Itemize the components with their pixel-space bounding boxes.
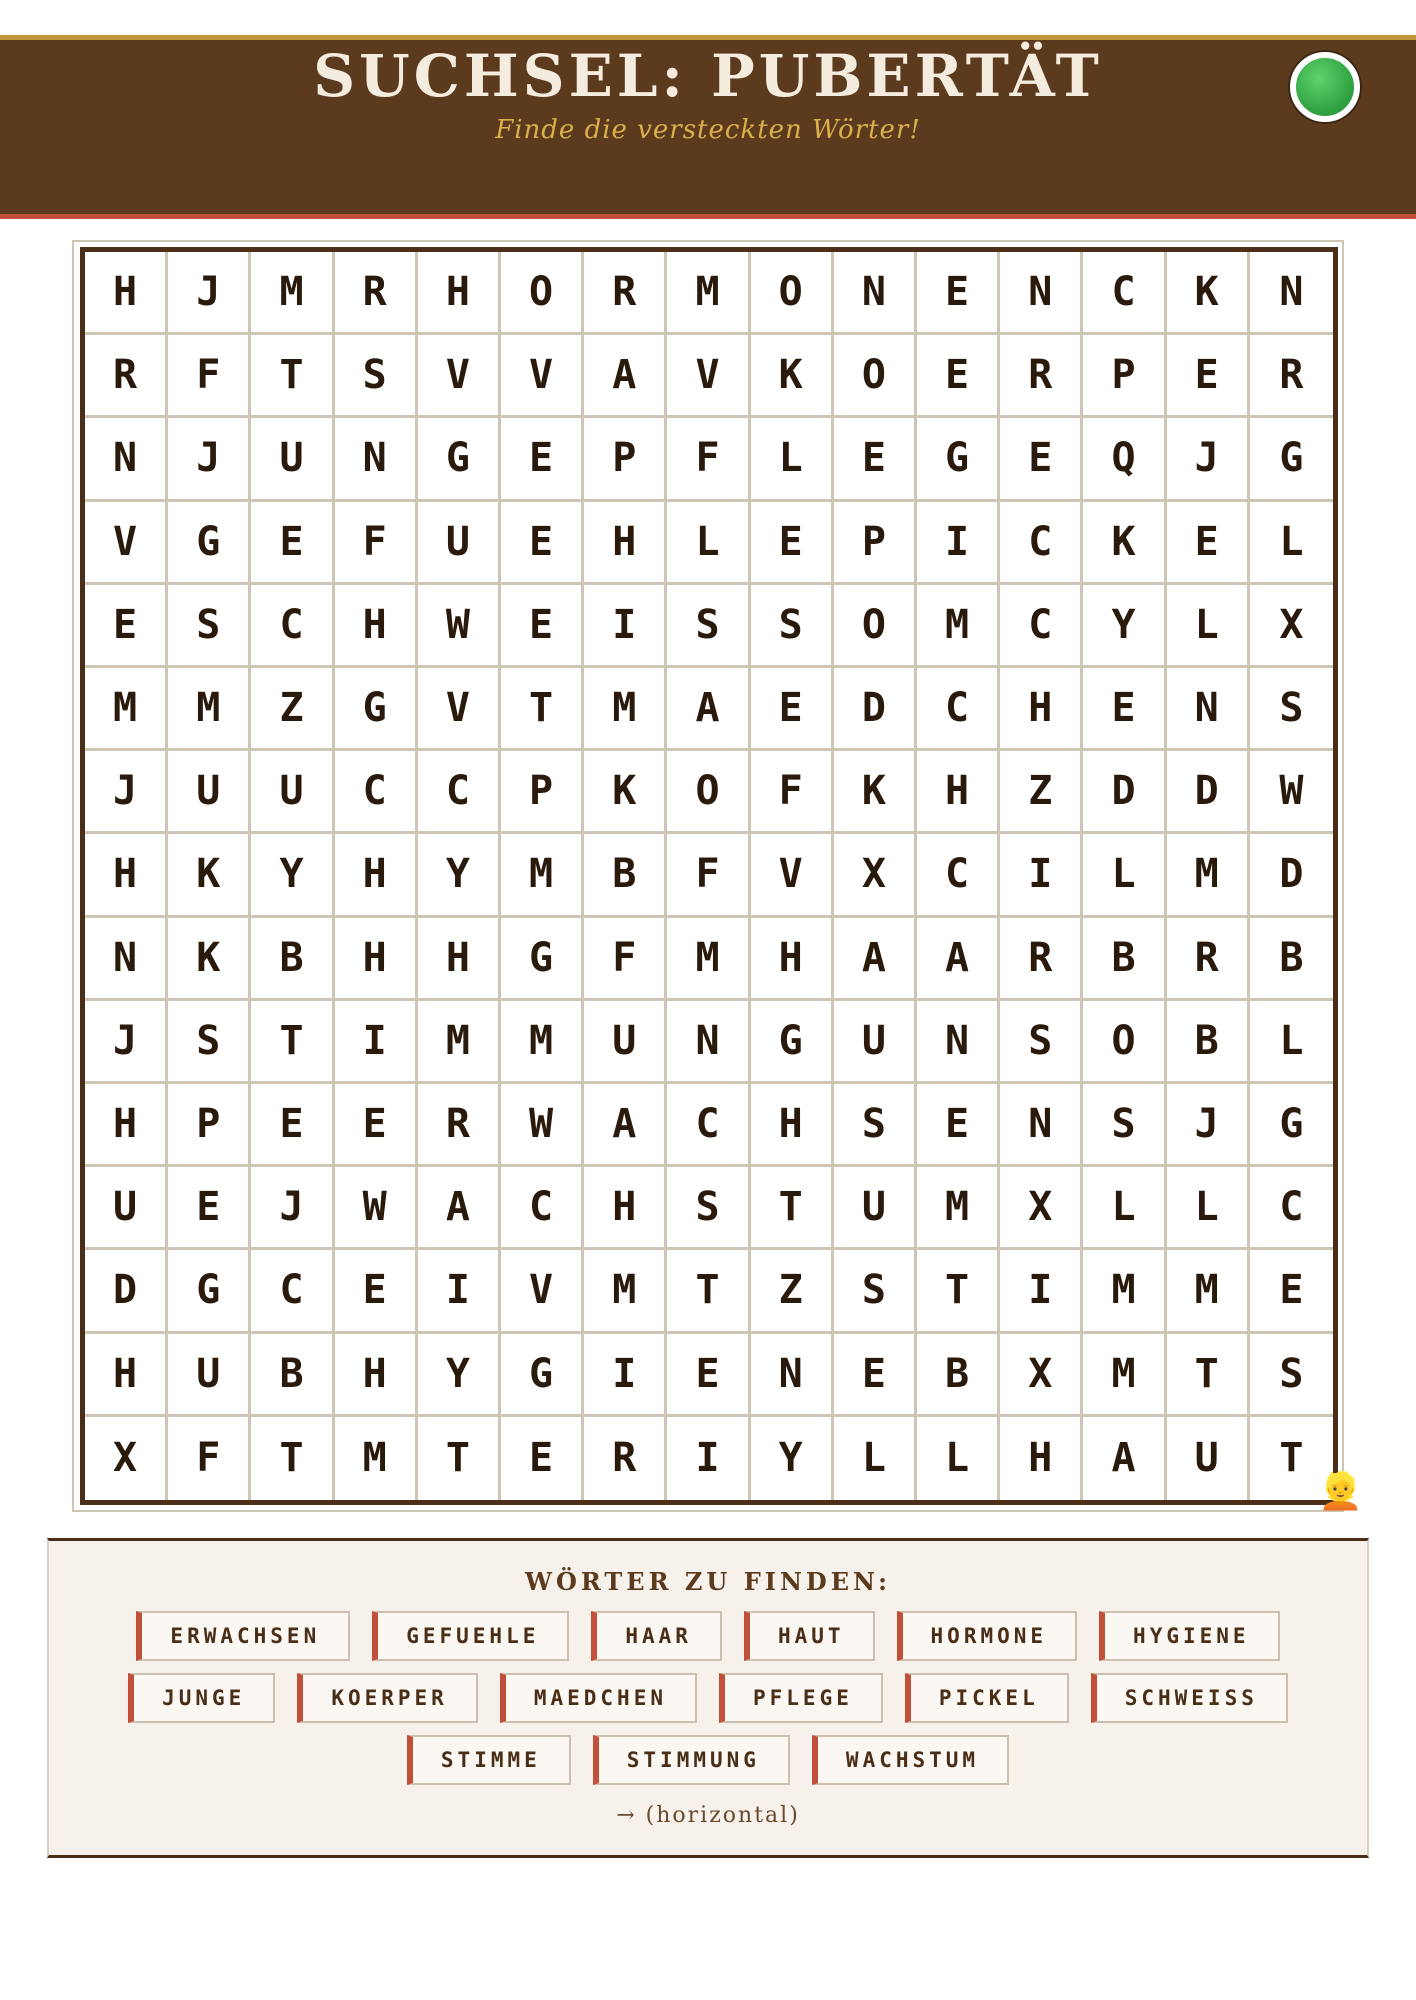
- grid-cell[interactable]: I: [917, 502, 1000, 585]
- grid-cell[interactable]: M: [1083, 1250, 1166, 1333]
- grid-cell[interactable]: Y: [251, 834, 334, 917]
- grid-cell[interactable]: S: [1250, 668, 1333, 751]
- grid-cell[interactable]: H: [418, 252, 501, 335]
- grid-cell[interactable]: P: [1083, 335, 1166, 418]
- grid-cell[interactable]: E: [251, 502, 334, 585]
- grid-cell[interactable]: M: [85, 668, 168, 751]
- grid-cell[interactable]: P: [168, 1084, 251, 1167]
- grid-cell[interactable]: F: [667, 418, 750, 501]
- grid-cell[interactable]: A: [584, 335, 667, 418]
- grid-cell[interactable]: Z: [251, 668, 334, 751]
- word-chip[interactable]: WACHSTUM: [812, 1735, 1009, 1785]
- word-chip[interactable]: HYGIENE: [1099, 1611, 1280, 1661]
- grid-cell[interactable]: L: [917, 1417, 1000, 1500]
- grid-cell[interactable]: F: [168, 335, 251, 418]
- grid-cell[interactable]: R: [418, 1084, 501, 1167]
- direction-note: → (horizontal): [616, 1803, 800, 1828]
- grid-cell[interactable]: E: [501, 1417, 584, 1500]
- word-chip[interactable]: HAAR: [591, 1611, 722, 1661]
- word-list-row: [49, 1611, 1367, 1661]
- grid-cell[interactable]: U: [834, 1167, 917, 1250]
- grid-cell[interactable]: C: [1000, 585, 1083, 668]
- grid-cell[interactable]: E: [251, 1084, 334, 1167]
- grid-cell[interactable]: C: [501, 1167, 584, 1250]
- grid-cell[interactable]: N: [335, 418, 418, 501]
- grid-cell[interactable]: H: [1000, 1417, 1083, 1500]
- grid-cell[interactable]: B: [1083, 918, 1166, 1001]
- grid-cell[interactable]: A: [584, 1084, 667, 1167]
- grid-cell[interactable]: H: [584, 502, 667, 585]
- grid-cell[interactable]: S: [667, 585, 750, 668]
- grid-cell[interactable]: L: [834, 1417, 917, 1500]
- grid-cell[interactable]: S: [834, 1250, 917, 1333]
- grid-cell[interactable]: V: [85, 502, 168, 585]
- grid-cell[interactable]: L: [667, 502, 750, 585]
- grid-cell[interactable]: L: [1250, 502, 1333, 585]
- grid-cell[interactable]: M: [1167, 1250, 1250, 1333]
- grid-cell[interactable]: O: [834, 585, 917, 668]
- grid-cell[interactable]: N: [85, 418, 168, 501]
- word-chip[interactable]: GEFUEHLE: [372, 1611, 569, 1661]
- grid-cell[interactable]: U: [251, 751, 334, 834]
- grid-cell[interactable]: I: [667, 1417, 750, 1500]
- grid-cell[interactable]: Y: [1083, 585, 1166, 668]
- grid-cell[interactable]: L: [1167, 1167, 1250, 1250]
- grid-cell[interactable]: M: [1167, 834, 1250, 917]
- grid-cell[interactable]: U: [418, 502, 501, 585]
- grid-cell[interactable]: N: [667, 1001, 750, 1084]
- grid-cell[interactable]: S: [1250, 1334, 1333, 1417]
- grid-cell[interactable]: M: [584, 668, 667, 751]
- grid-cell[interactable]: E: [751, 502, 834, 585]
- grid-cell[interactable]: T: [667, 1250, 750, 1333]
- grid-cell[interactable]: Y: [418, 1334, 501, 1417]
- grid-cell[interactable]: H: [85, 252, 168, 335]
- grid-cell[interactable]: B: [917, 1334, 1000, 1417]
- grid-cell[interactable]: N: [1000, 252, 1083, 335]
- grid-cell[interactable]: V: [501, 335, 584, 418]
- grid-cell[interactable]: E: [1250, 1250, 1333, 1333]
- grid-cell[interactable]: R: [584, 252, 667, 335]
- grid-cell[interactable]: M: [418, 1001, 501, 1084]
- grid-cell[interactable]: C: [251, 1250, 334, 1333]
- grid-cell[interactable]: U: [834, 1001, 917, 1084]
- grid-cell[interactable]: R: [1167, 918, 1250, 1001]
- grid-cell[interactable]: D: [1167, 751, 1250, 834]
- grid-cell[interactable]: K: [1167, 252, 1250, 335]
- grid-cell[interactable]: W: [1250, 751, 1333, 834]
- grid-cell[interactable]: E: [501, 418, 584, 501]
- grid-cell[interactable]: G: [917, 418, 1000, 501]
- grid-cell[interactable]: H: [418, 918, 501, 1001]
- grid-cell[interactable]: U: [584, 1001, 667, 1084]
- grid-cell[interactable]: E: [917, 1084, 1000, 1167]
- grid-cell[interactable]: E: [917, 252, 1000, 335]
- grid-cell[interactable]: L: [751, 418, 834, 501]
- grid-cell[interactable]: E: [335, 1084, 418, 1167]
- word-chip[interactable]: PICKEL: [905, 1673, 1069, 1723]
- grid-cell[interactable]: B: [251, 1334, 334, 1417]
- grid-cell[interactable]: U: [85, 1167, 168, 1250]
- grid-cell[interactable]: C: [1250, 1167, 1333, 1250]
- grid-cell[interactable]: A: [1083, 1417, 1166, 1500]
- grid-cell[interactable]: A: [917, 918, 1000, 1001]
- grid-cell[interactable]: Z: [751, 1250, 834, 1333]
- grid-cell[interactable]: Y: [751, 1417, 834, 1500]
- grid-cell[interactable]: H: [85, 834, 168, 917]
- grid-cell[interactable]: W: [418, 585, 501, 668]
- grid-cell[interactable]: O: [751, 252, 834, 335]
- grid-cell[interactable]: C: [917, 668, 1000, 751]
- grid-cell[interactable]: H: [584, 1167, 667, 1250]
- grid-cell[interactable]: E: [834, 1334, 917, 1417]
- grid-cell[interactable]: G: [335, 668, 418, 751]
- grid-cell[interactable]: L: [1083, 1167, 1166, 1250]
- grid-cell[interactable]: T: [751, 1167, 834, 1250]
- grid-cell[interactable]: P: [501, 751, 584, 834]
- grid-cell[interactable]: I: [418, 1250, 501, 1333]
- grid-cell[interactable]: E: [751, 668, 834, 751]
- grid-cell[interactable]: I: [1000, 834, 1083, 917]
- grid-cell[interactable]: K: [168, 834, 251, 917]
- grid-cell[interactable]: M: [335, 1417, 418, 1500]
- grid-cell[interactable]: J: [168, 418, 251, 501]
- grid-cell[interactable]: F: [667, 834, 750, 917]
- grid-cell[interactable]: C: [667, 1084, 750, 1167]
- grid-cell[interactable]: V: [418, 335, 501, 418]
- grid-cell[interactable]: K: [1083, 502, 1166, 585]
- grid-cell[interactable]: A: [667, 668, 750, 751]
- page-subtitle: Finde die versteckten Wörter!: [495, 115, 921, 145]
- grid-cell[interactable]: E: [1167, 335, 1250, 418]
- grid-cell[interactable]: X: [1000, 1334, 1083, 1417]
- grid-cell[interactable]: C: [1083, 252, 1166, 335]
- grid-cell[interactable]: N: [85, 918, 168, 1001]
- grid-cell[interactable]: E: [917, 335, 1000, 418]
- grid-cell[interactable]: T: [1167, 1334, 1250, 1417]
- hair-icon: 👱: [1318, 1471, 1363, 1512]
- grid-cell[interactable]: B: [584, 834, 667, 917]
- grid-cell[interactable]: S: [335, 335, 418, 418]
- grid-cell[interactable]: C: [418, 751, 501, 834]
- grid-cell[interactable]: C: [335, 751, 418, 834]
- word-list-panel: [47, 1538, 1369, 1858]
- grid-cell[interactable]: S: [168, 585, 251, 668]
- grid-cell[interactable]: G: [168, 1250, 251, 1333]
- grid-cell[interactable]: R: [85, 335, 168, 418]
- word-chip[interactable]: MAEDCHEN: [500, 1673, 697, 1723]
- grid-cell[interactable]: N: [1167, 668, 1250, 751]
- grid-cell[interactable]: W: [335, 1167, 418, 1250]
- grid-cell[interactable]: R: [584, 1417, 667, 1500]
- grid-cell[interactable]: E: [667, 1334, 750, 1417]
- grid-cell[interactable]: V: [418, 668, 501, 751]
- grid-cell[interactable]: H: [751, 918, 834, 1001]
- grid-cell[interactable]: F: [168, 1417, 251, 1500]
- grid-cell[interactable]: L: [1167, 585, 1250, 668]
- grid-cell[interactable]: S: [751, 585, 834, 668]
- grid-cell[interactable]: X: [834, 834, 917, 917]
- grid-cell[interactable]: M: [1083, 1334, 1166, 1417]
- grid-cell[interactable]: N: [1000, 1084, 1083, 1167]
- grid-cell[interactable]: M: [501, 1001, 584, 1084]
- grid-cell[interactable]: S: [168, 1001, 251, 1084]
- grid-cell[interactable]: S: [1000, 1001, 1083, 1084]
- word-chip[interactable]: HORMONE: [897, 1611, 1078, 1661]
- grid-cell[interactable]: U: [168, 1334, 251, 1417]
- grid-cell[interactable]: G: [418, 418, 501, 501]
- grid-cell[interactable]: P: [584, 418, 667, 501]
- grid-cell[interactable]: T: [251, 1001, 334, 1084]
- grid-cell[interactable]: H: [917, 751, 1000, 834]
- grid-cell[interactable]: G: [501, 1334, 584, 1417]
- grid-cell[interactable]: M: [251, 252, 334, 335]
- grid-cell[interactable]: C: [1000, 502, 1083, 585]
- grid-cell[interactable]: I: [335, 1001, 418, 1084]
- grid-cell[interactable]: V: [667, 335, 750, 418]
- grid-cell[interactable]: F: [584, 918, 667, 1001]
- grid-cell[interactable]: D: [1250, 834, 1333, 917]
- grid-cell[interactable]: U: [251, 418, 334, 501]
- grid-cell[interactable]: J: [1167, 418, 1250, 501]
- grid-cell[interactable]: S: [667, 1167, 750, 1250]
- grid-cell[interactable]: B: [1167, 1001, 1250, 1084]
- word-chip[interactable]: JUNGE: [128, 1673, 275, 1723]
- grid-cell[interactable]: R: [335, 252, 418, 335]
- grid-cell[interactable]: N: [1250, 252, 1333, 335]
- grid-cell[interactable]: G: [1250, 418, 1333, 501]
- grid-cell[interactable]: E: [168, 1167, 251, 1250]
- grid-cell[interactable]: J: [85, 751, 168, 834]
- grid-cell[interactable]: F: [335, 502, 418, 585]
- word-chip[interactable]: SCHWEISS: [1091, 1673, 1288, 1723]
- grid-cell[interactable]: T: [251, 1417, 334, 1500]
- grid-cell[interactable]: H: [85, 1084, 168, 1167]
- grid-cell[interactable]: B: [251, 918, 334, 1001]
- grid-cell[interactable]: C: [917, 834, 1000, 917]
- word-chip[interactable]: KOERPER: [297, 1673, 478, 1723]
- grid-cell[interactable]: C: [251, 585, 334, 668]
- grid-cell[interactable]: H: [335, 585, 418, 668]
- grid-cell[interactable]: O: [834, 335, 917, 418]
- grid-cell[interactable]: E: [335, 1250, 418, 1333]
- grid-cell[interactable]: E: [85, 585, 168, 668]
- grid-cell[interactable]: E: [1167, 502, 1250, 585]
- grid-cell[interactable]: E: [834, 418, 917, 501]
- grid-cell[interactable]: D: [1083, 751, 1166, 834]
- grid-cell[interactable]: V: [501, 1250, 584, 1333]
- grid-cell[interactable]: N: [751, 1334, 834, 1417]
- grid-cell[interactable]: M: [917, 585, 1000, 668]
- grid-cell[interactable]: M: [168, 668, 251, 751]
- grid-cell[interactable]: T: [1279, 1435, 1304, 1482]
- grid-cell[interactable]: T: [917, 1250, 1000, 1333]
- grid-cell[interactable]: H: [751, 1084, 834, 1167]
- grid-cell[interactable]: G: [501, 918, 584, 1001]
- grid-cell[interactable]: B: [1250, 918, 1333, 1001]
- status-indicator-icon[interactable]: [1290, 52, 1360, 122]
- grid-cell[interactable]: X: [85, 1417, 168, 1500]
- grid-cell[interactable]: K: [751, 335, 834, 418]
- grid-cell[interactable]: G: [168, 502, 251, 585]
- grid-cell[interactable]: M: [667, 918, 750, 1001]
- grid-cell[interactable]: X: [1250, 585, 1333, 668]
- grid-cell[interactable]: E: [501, 585, 584, 668]
- word-chip[interactable]: STIMME: [407, 1735, 571, 1785]
- grid-cell[interactable]: U: [168, 751, 251, 834]
- grid-cell[interactable]: R: [1250, 335, 1333, 418]
- grid-cell[interactable]: J: [168, 252, 251, 335]
- grid-cell[interactable]: O: [501, 252, 584, 335]
- word-list-row: [49, 1673, 1367, 1723]
- grid-cell[interactable]: Z: [1000, 751, 1083, 834]
- grid-cell[interactable]: E: [1083, 668, 1166, 751]
- word-chip[interactable]: PFLEGE: [719, 1673, 883, 1723]
- grid-cell[interactable]: H: [335, 918, 418, 1001]
- grid-cell[interactable]: G: [751, 1001, 834, 1084]
- grid-cell[interactable]: G: [1250, 1084, 1333, 1167]
- grid-cell[interactable]: A: [834, 918, 917, 1001]
- grid-cell[interactable]: L: [1250, 1001, 1333, 1084]
- word-chip[interactable]: ERWACHSEN: [136, 1611, 350, 1661]
- letter-grid: [80, 247, 1338, 1505]
- grid-cell[interactable]: J: [1167, 1084, 1250, 1167]
- grid-cell[interactable]: J: [85, 1001, 168, 1084]
- grid-cell[interactable]: S: [1083, 1084, 1166, 1167]
- grid-cell[interactable]: Y: [418, 834, 501, 917]
- grid-cell[interactable]: M: [584, 1250, 667, 1333]
- grid-cell[interactable]: V: [751, 834, 834, 917]
- grid-cell[interactable]: M: [667, 252, 750, 335]
- grid-cell[interactable]: T: [418, 1417, 501, 1500]
- grid-cell[interactable]: E: [1000, 418, 1083, 501]
- grid-cell[interactable]: J: [251, 1167, 334, 1250]
- grid-cell[interactable]: K: [584, 751, 667, 834]
- grid-cell[interactable]: Q: [1083, 418, 1166, 501]
- word-list-title: WÖRTER ZU FINDEN:: [525, 1567, 891, 1596]
- word-list-row: [49, 1735, 1367, 1785]
- grid-cell[interactable]: K: [168, 918, 251, 1001]
- grid-cell[interactable]: T: [501, 668, 584, 751]
- grid-cell[interactable]: M: [501, 834, 584, 917]
- grid-cell[interactable]: H: [335, 834, 418, 917]
- page-title: SUCHSEL: PUBERTÄT: [313, 42, 1103, 110]
- grid-cell[interactable]: H: [335, 1334, 418, 1417]
- grid-cell[interactable]: P: [834, 502, 917, 585]
- grid-cell[interactable]: A: [418, 1167, 501, 1250]
- grid-cell[interactable]: D: [85, 1250, 168, 1333]
- grid-cell[interactable]: R: [1000, 918, 1083, 1001]
- grid-cell[interactable]: M: [917, 1167, 1000, 1250]
- grid-cell[interactable]: K: [834, 751, 917, 834]
- grid-cell[interactable]: E: [501, 502, 584, 585]
- word-list: [49, 1611, 1367, 1797]
- grid-cell[interactable]: N: [917, 1001, 1000, 1084]
- grid-cell[interactable]: U: [1167, 1417, 1250, 1500]
- grid-cell[interactable]: S: [834, 1084, 917, 1167]
- word-chip[interactable]: HAUT: [744, 1611, 875, 1661]
- grid-cell[interactable]: I: [1000, 1250, 1083, 1333]
- grid-cell[interactable]: H: [1000, 668, 1083, 751]
- grid-cell[interactable]: L: [1083, 834, 1166, 917]
- grid-cell[interactable]: O: [1083, 1001, 1166, 1084]
- grid-cell[interactable]: W: [501, 1084, 584, 1167]
- grid-cell[interactable]: N: [834, 252, 917, 335]
- grid-cell[interactable]: H: [85, 1334, 168, 1417]
- grid-cell[interactable]: X: [1000, 1167, 1083, 1250]
- grid-cell[interactable]: I: [584, 1334, 667, 1417]
- grid-cell[interactable]: F: [751, 751, 834, 834]
- grid-cell[interactable]: R: [1000, 335, 1083, 418]
- grid-cell[interactable]: O: [667, 751, 750, 834]
- grid-cell[interactable]: D: [834, 668, 917, 751]
- grid-cell[interactable]: T: [251, 335, 334, 418]
- grid-cell[interactable]: I: [584, 585, 667, 668]
- word-chip[interactable]: STIMMUNG: [593, 1735, 790, 1785]
